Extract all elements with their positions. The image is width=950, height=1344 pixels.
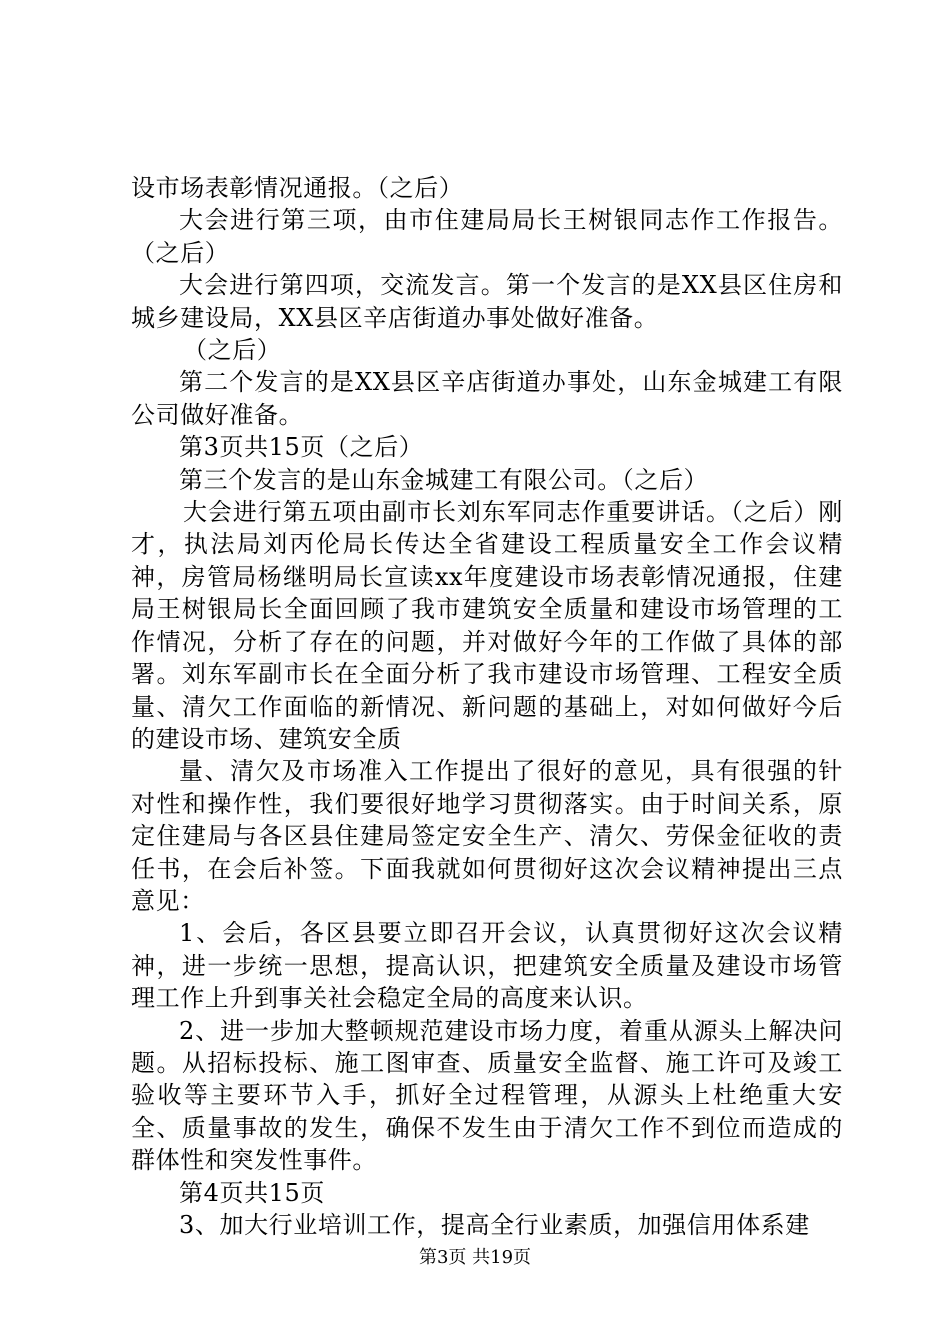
paragraph-6-page-marker: 第3页共15页（之后） xyxy=(179,433,424,462)
document-body xyxy=(131,172,843,1241)
paragraph-12-page-marker: 第4页共15页 xyxy=(179,1178,326,1207)
page-number-label: 第3页 共19页 xyxy=(418,1247,532,1268)
paragraph-9: 量、清欠及市场准入工作提出了很好的意见，具有很强的针对性和操作性，我们要很好地学习贯彻落实。由于时间关系，原定住建局与各区县住建局签定安全生产、清欠、劳保金征收的责任书，在会后补签。下面我就如何贯彻好这次会议精神提出三点意见： xyxy=(131,757,843,915)
paragraph-10: 1、会后，各区县要立即召开会议，认真贯彻好这次会议精神，进一步统一思想，提高认识，把建筑安全质量及建设市场管理工作上升到事关社会稳定全局的高度来认识。 xyxy=(131,919,843,1013)
paragraph-7: 第三个发言的是山东金城建工有限公司。（之后） xyxy=(179,465,709,494)
paragraph-1: 设市场表彰情况通报。（之后） xyxy=(131,174,464,202)
paragraph-4: （之后） xyxy=(183,336,282,365)
paragraph-3: 大会进行第四项，交流发言。第一个发言的是XX县区住房和城乡建设局，XX县区辛店街道办事处做好准备。 xyxy=(131,271,843,332)
paragraph-11: 2、进一步加大整顿规范建设市场力度，着重从源头上解决问题。从招标投标、施工图审查、质量安全监督、施工许可及竣工验收等主要环节入手，抓好全过程管理，从源头上杜绝重大安全、质量事故的发生，确保不发生由于清欠工作不到位而造成的群体性和突发性事件。 xyxy=(131,1016,843,1175)
page-footer xyxy=(0,1247,950,1269)
paragraph-2: 大会进行第三项，由市住建局局长王树银同志作工作报告。（之后） xyxy=(131,206,843,267)
paragraph-13: 3、加大行业培训工作，提高全行业素质，加强信用体系建 xyxy=(179,1211,810,1239)
paragraph-5: 第二个发言的是XX县区辛店街道办事处，山东金城建工有限公司做好准备。 xyxy=(131,368,843,429)
paragraph-8: 大会进行第五项由副市长刘东军同志作重要讲话。（之后）刚才，执法局刘丙伦局长传达全省建设工程质量安全工作会议精神，房管局杨继明局长宣读xx年度建设市场表彰情况通报，住建局王树银局长全面回顾了我市建筑安全质量和建设市场管理的工作情况，分析了存在的问题，并对做好今年的工作做了具体的部署。刘东军副市长在全面分析了我市建设市场管理、工程安全质量、清欠工作面临的新情况、新问题的基础上，对如何做好今后的建设市场、建筑安全质 xyxy=(131,498,843,753)
